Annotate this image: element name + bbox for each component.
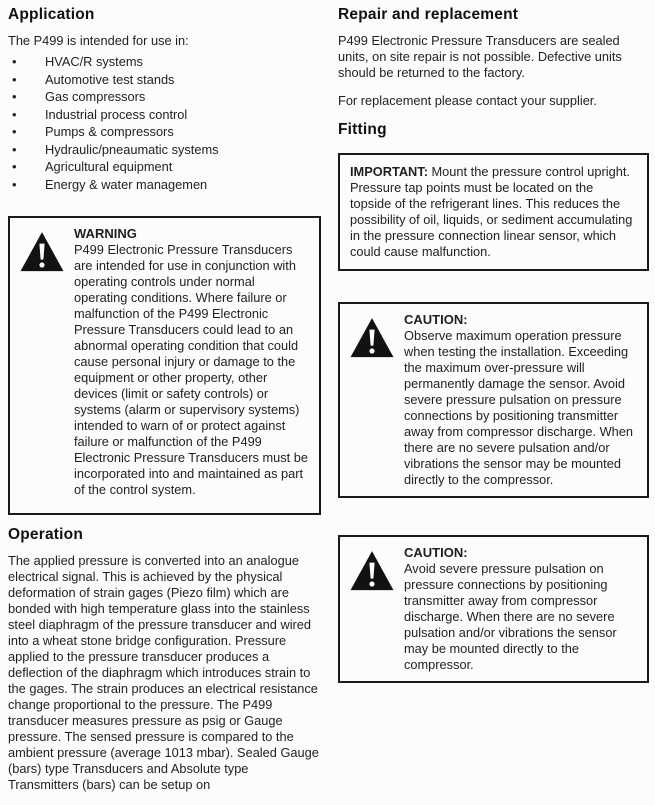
warning-title: WARNING xyxy=(74,226,137,241)
left-column xyxy=(8,6,321,805)
warning-triangle-icon xyxy=(10,226,74,274)
operation-body: The applied pressure is converted into an analogue electrical signal. This is achieved by the physical deformation of strain gages (Piezo film) which are bonded with high temperature glass into the stainless steel diaphragm of the pressure transducer and wired into a wheat stone bridge configuration. Pressure applied to the pressure transducer produces a deflection of the diaphragm which introduces strain to the gages. The strain produces an electrical resistance change proportional to the pressure. The P499 transducer measures pressure as psig or Gauge pressure. The sensed pressure is compared to the ambient pressure (average 1013 mbar). Sealed Gauge (bars) type Transducers and Absolute type Transmitters (bars) can be setup on xyxy=(8,553,319,792)
caution-2-title: CAUTION: xyxy=(404,545,468,560)
application-bullet-list xyxy=(8,53,321,193)
caution-2-body: Avoid severe pressure pulsation on pressure connections by positioning transmitter away from compressor discharge. When there are no severe pulsation and/or vibrations the sensor may be mounted directly to the compressor. xyxy=(404,561,617,672)
operation-heading: Operation xyxy=(8,526,84,543)
repair-heading: Repair and replacement xyxy=(338,6,519,23)
repair-paragraph-2: For replacement please contact your supplier. xyxy=(338,93,597,108)
application-intro: The P499 is intended for use in: xyxy=(8,33,189,48)
repair-paragraph-1: P499 Electronic Pressure Transducers are sealed units, on site repair is not possible. Defective units should be returned to the factory. xyxy=(338,33,622,80)
list-item: • Energy & water managemen xyxy=(8,176,321,194)
application-heading: Application xyxy=(8,6,95,23)
important-body: Mount the pressure control upright. Pressure tap points must be located on the topside of the refrigerant lines. This reduces the possibility of oil, liquids, or sediment accumulating in the pressure connection linear sensor, which could cause malfunction. xyxy=(350,164,633,259)
warning-box xyxy=(8,216,321,515)
caution-triangle-icon xyxy=(340,312,404,360)
warning-body: P499 Electronic Pressure Transducers are intended for use in conjunction with operating controls under normal operating conditions. Where failure or malfunction of the P499 Electronic Pressure Transducers could lead to an abnormal operating condition that could cause personal injury or damage to the equipment or other property, other devices (limit or safety controls) or systems (alarm or supervisory systems) intended to warn of or protect against failure or malfunction of the P499 Electronic Pressure Transducers must be incorporated into and maintained as part of the control system. xyxy=(74,242,308,497)
important-box xyxy=(338,153,649,271)
important-label: IMPORTANT: xyxy=(350,164,428,179)
caution-1-body: Observe maximum operation pressure when testing the installation. Exceeding the maximum over-pressure will permanently damage the sensor. Avoid severe pressure pulsation on pressure connections by positioning transmitter away from compressor discharge. When there are no severe pulsation and/or vibrations the sensor may be mounted directly to the compressor. xyxy=(404,328,634,487)
important-text xyxy=(350,164,637,260)
list-item: • Hydraulic/pneaumatic systems xyxy=(8,141,321,159)
right-column xyxy=(338,6,649,683)
fitting-heading: Fitting xyxy=(338,121,387,138)
caution-2-text xyxy=(404,545,639,673)
list-item: • Industrial process control xyxy=(8,106,321,124)
caution-triangle-icon xyxy=(340,545,404,593)
list-item: • Agricultural equipment xyxy=(8,158,321,176)
list-item: • Automotive test stands xyxy=(8,71,321,89)
caution-1-text xyxy=(404,312,639,488)
caution-box-2 xyxy=(338,535,649,683)
warning-text xyxy=(74,226,311,498)
list-item: • Gas compressors xyxy=(8,88,321,106)
list-item: • HVAC/R systems xyxy=(8,53,321,71)
caution-1-title: CAUTION: xyxy=(404,312,468,327)
caution-box-1 xyxy=(338,302,649,498)
list-item: • Pumps & compressors xyxy=(8,123,321,141)
